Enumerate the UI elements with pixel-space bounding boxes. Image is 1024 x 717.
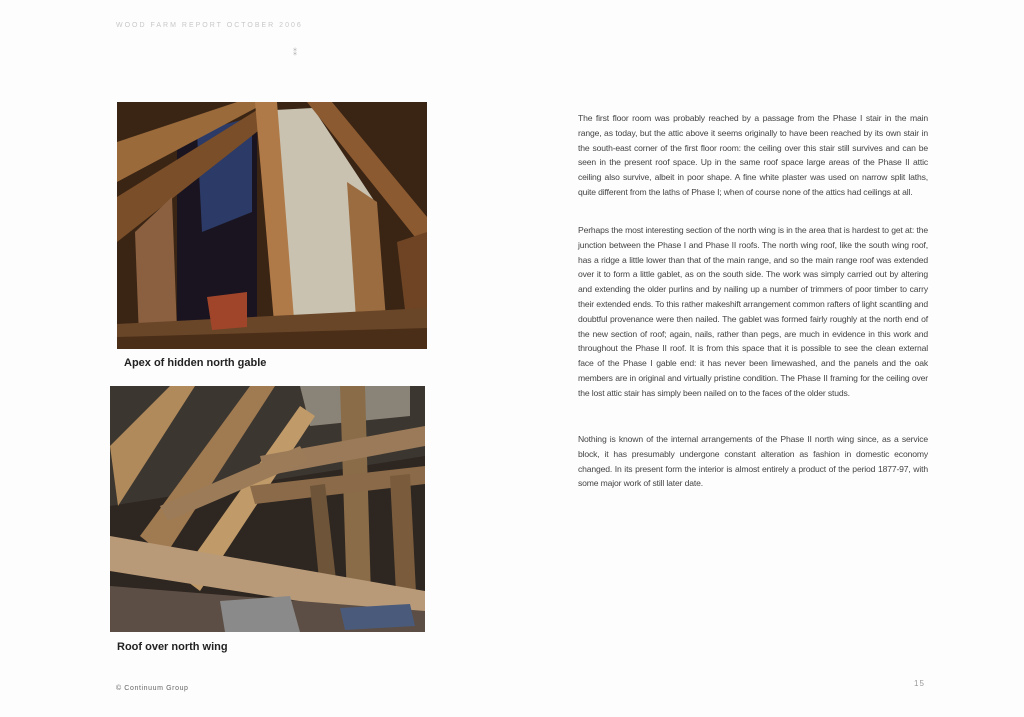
body-paragraph: Nothing is known of the internal arrangements of the Phase II north wing since, as a service block, it has presumably undergone constant alteration as fashion in domestic economy changed. In its present form the interior is almost entirely a product of the period 1877-97, with some major work of still later date. xyxy=(578,434,928,489)
figure-caption: Apex of hidden north gable xyxy=(124,357,267,369)
scan-mark: ⁑ xyxy=(293,48,297,57)
page-number: 15 xyxy=(914,679,925,688)
footer-copyright: © Continuum Group xyxy=(116,685,189,692)
body-paragraph: Perhaps the most interesting section of the north wing is in the area that is hardest to get at: the junction between the Phase I and Phase II roofs. The north wing roof, like the south wing roof, has a ridge a little lower than that of the main range, and so the main range roof was extended over it to form a little gablet, as on the south side. The work was simply carried out by altering and extending the older purlins and by nailing up a number of trimmers of poor timber to carry their extended ends. To this rather makeshift arrangement common rafters of light scantling and doubtful provenance were then nailed. The gablet was formed fairly roughly at the north end of the new section of roof; again, nails, rather than pegs, are much in evidence in this work and throughout the Phase II roof. It is from this space that it is possible to see the clean external face of the Phase I gable end: it has never been limewashed, and the panels and the oak members are in original and virtually pristine condition. The Phase II framing for the ceiling over the lost attic stair has simply been nailed on to the faces of the older studs. xyxy=(578,225,928,398)
body-paragraph: The first floor room was probably reached by a passage from the Phase I stair in the main range, as today, but the attic above it seems originally to have been reached by its own stair in the south-east corner of the first floor room: the ceiling over this stair still survives and can be seen in the present roof space. Up in the same roof space large areas of the Phase II attic ceiling also survive, albeit in poor shape. A fine white plaster was used on narrow split laths, quite different from the laths of Phase I; when of course none of the attics had ceilings at all. xyxy=(578,113,928,197)
running-header: WOOD FARM REPORT OCTOBER 2006 xyxy=(116,22,303,29)
roof-timbers-photo xyxy=(110,386,425,632)
attic-gable-photo xyxy=(117,102,427,349)
figure-caption: Roof over north wing xyxy=(117,641,228,653)
